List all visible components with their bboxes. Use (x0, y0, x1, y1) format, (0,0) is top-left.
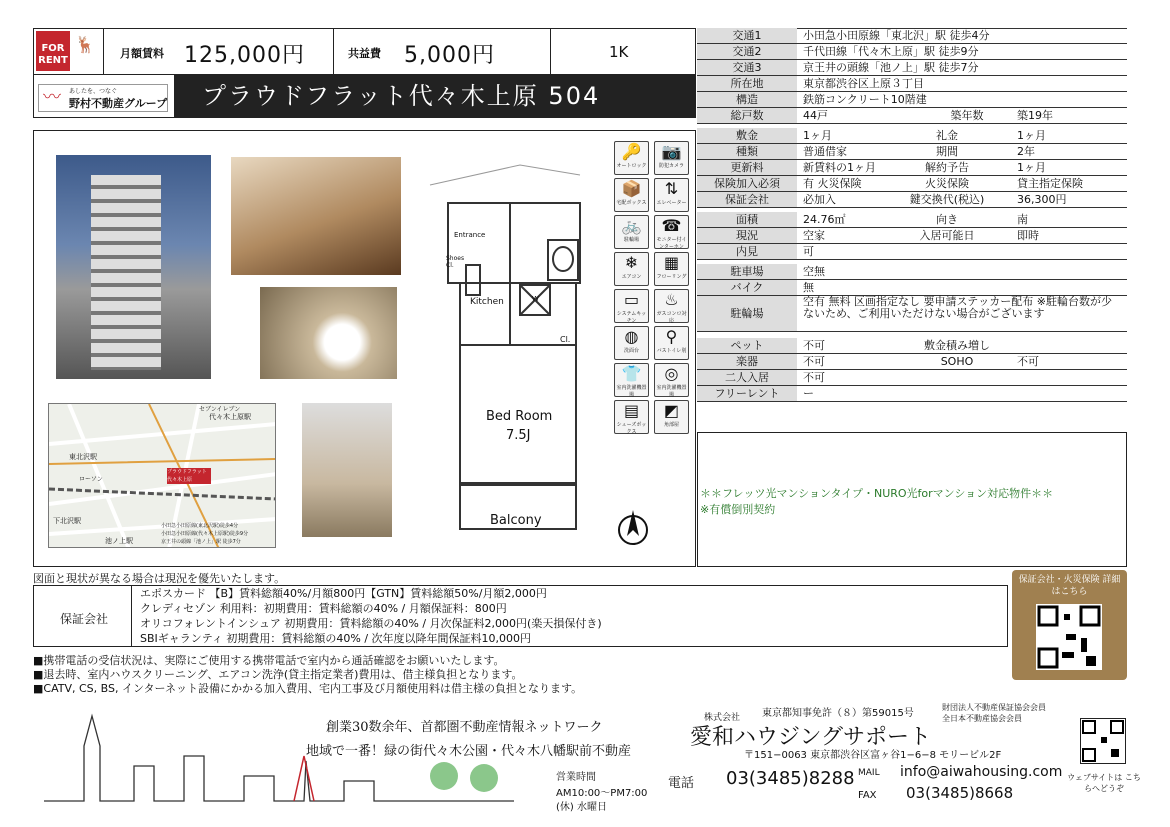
conditions-row-0 (697, 338, 1127, 354)
kitchen-photo (231, 157, 401, 275)
row-value-2: 36,300円 (1017, 193, 1067, 206)
row-label: 内見 (697, 244, 797, 259)
floorplan-bedroom-size: 7.5J (506, 428, 531, 443)
row-label: 保証会社 (697, 192, 797, 207)
bath-toilet-icon (654, 326, 689, 360)
floorplan-entrance: Entrance (454, 231, 486, 239)
row-value: 24.76㎡ (803, 213, 846, 226)
row-value-2: 2年 (1017, 145, 1035, 158)
row-value-2: 不可 (1017, 355, 1039, 368)
washer-space-icon-glyph: ◎ (664, 364, 679, 383)
layout-type: 1K (609, 43, 629, 61)
terms-row-2 (697, 160, 1127, 176)
bicycle-icon (614, 215, 649, 249)
kitchen-icon-glyph: ▭ (623, 290, 640, 309)
row-value: 京王井の頭線「池ノ上」駅 徒歩7分 (803, 61, 979, 74)
hours: AM10:00〜PM7:00 (556, 788, 648, 799)
facility-label: 駐輪場 (623, 237, 639, 243)
row-label: バイク (697, 280, 797, 295)
row-label: フリーレント (697, 386, 797, 401)
tel-number[interactable]: 03(3485)8288 (726, 768, 855, 789)
tel-label: 電話 (668, 776, 695, 791)
row-label: 楽器 (697, 354, 797, 369)
row-value: 千代田線「代々木上原」駅 徒歩9分 (803, 45, 979, 58)
row-label: 駐車場 (697, 264, 797, 279)
row-value: 不可 (803, 355, 825, 368)
guarantee-label: 保証会社 (60, 612, 109, 626)
row-label-2: 期間 (936, 145, 958, 158)
row-value-2: 1ヶ月 (1017, 161, 1046, 174)
guarantee-qr-title: 保証会社・火災保険 詳細はこちら (1018, 575, 1121, 597)
terms-row-1 (697, 144, 1127, 160)
facility-label: オートロック (616, 163, 647, 169)
license: 東京都知事免許（８）第59015号 (762, 708, 914, 719)
group-tagline: あしたを、つなぐ (69, 88, 118, 95)
row-label: 構造 (697, 92, 797, 107)
facility-label: 防犯カメラ (658, 163, 684, 169)
row-value: 不可 (803, 371, 825, 384)
row-value: 東京都渋谷区上原３丁目 (803, 77, 924, 90)
access-row-2 (697, 60, 1127, 76)
corner-room-icon-glyph: ◩ (663, 401, 680, 420)
fax-label: FAX (858, 790, 877, 801)
closed-day: (休) 水曜日 (556, 802, 607, 813)
remark-line-2: ※有償倒別契約 (700, 503, 776, 516)
footer (0, 696, 1170, 827)
row-value: 不可 (803, 339, 825, 352)
row-label-2: 向き (936, 213, 958, 226)
guarantee-line-4: SBIギャランティ 初期費用：賃料総額の40% / 次年度以降年間保証料10,000円 (140, 632, 532, 645)
camera-icon (654, 141, 689, 175)
association-2: 全日本不動産協会会員 (942, 714, 1022, 723)
toilet-photo (260, 287, 397, 379)
remarks-box (697, 432, 1127, 567)
row-label-2: 解約予告 (925, 161, 969, 174)
map-label-yoyogi: 代々木上原駅 (209, 413, 251, 421)
corner-room-icon (654, 400, 689, 434)
row-value: 新賃料の1ヶ月 (803, 161, 876, 174)
row-value-2: 南 (1017, 213, 1028, 226)
association-1: 財団法人不動産保証協会会員 (942, 703, 1046, 712)
row-value: 鉄筋コンクリート10階建 (803, 93, 927, 106)
group-name: 野村不動産グループ (69, 97, 168, 110)
row-label: 種類 (697, 144, 797, 159)
facility-icons (614, 141, 694, 441)
rent-value: 125,000円 (184, 43, 305, 68)
facility-label: エアコン (621, 274, 642, 280)
space-row-2 (697, 244, 1127, 260)
row-label: 駐輪場 (697, 296, 797, 331)
bath-photo (302, 403, 392, 537)
logo-icon: 🦌 (75, 35, 95, 54)
shoebox-icon (614, 400, 649, 434)
elevator-icon-glyph: ⇅ (664, 179, 679, 198)
gas-stove-icon-glyph: ♨ (664, 290, 679, 309)
laundry-icon-glyph: 👕 (621, 364, 642, 383)
header (33, 28, 696, 118)
space-row-1 (697, 228, 1127, 244)
facility-label: バストイレ別 (656, 348, 687, 354)
row-value-2: 1ヶ月 (1017, 129, 1046, 142)
space-row-0 (697, 212, 1127, 228)
conditions-row-3 (697, 386, 1127, 402)
conditions-row-2 (697, 370, 1127, 386)
facility-label: シューズボックス (616, 422, 647, 435)
row-label: 交通2 (697, 44, 797, 59)
row-value: 小田急小田原線「東北沢」駅 徒歩4分 (803, 29, 990, 42)
row-label-2: 敷金積み増し (924, 339, 990, 352)
fax-number: 03(3485)8668 (906, 784, 1014, 802)
access-row-1 (697, 44, 1127, 60)
facility-label: システムキッチン (616, 311, 647, 324)
main-panel (33, 130, 696, 567)
floorplan (420, 145, 612, 555)
row-value: 必加入 (803, 193, 836, 206)
row-value: 44戸 (803, 109, 828, 122)
note-3: ■CATV, CS, BS, インターネット設備にかかる加入費用、宅内工事及び月額使用料は借主様の負担となります。 (33, 682, 583, 695)
floorplan-shoes: Shoes Cl. (446, 255, 465, 269)
row-label: 交通3 (697, 60, 797, 75)
key-icon (614, 141, 649, 175)
row-label: 保険加入必須 (697, 176, 797, 191)
parking-row-0 (697, 264, 1127, 280)
for-rent-badge: FOR RENT (36, 31, 70, 71)
remark-line-1: ＊＊フレッツ光マンションタイプ・NURO光forマンション対応物件＊＊ (700, 487, 1054, 500)
row-label-2: 築年数 (950, 109, 984, 122)
floorplan-drawing-icon (420, 145, 612, 555)
row-label: 現況 (697, 228, 797, 243)
row-label-2: 鍵交換代(税込) (909, 193, 985, 206)
guarantee-qr-panel[interactable] (1012, 570, 1127, 680)
parking-row-2 (697, 296, 1127, 332)
floorplan-balcony: Balcony (490, 513, 542, 528)
row-value-2: 即時 (1017, 229, 1039, 242)
facility-label: ガスコンロ対応 (656, 311, 687, 324)
elevator-icon (654, 178, 689, 212)
mail-label: MAIL (858, 768, 880, 778)
row-label-2: 火災保険 (925, 177, 969, 190)
terms-row-3 (697, 176, 1127, 192)
floorplan-closet: Cl. (560, 335, 571, 344)
washstand-icon-glyph: ◍ (624, 327, 639, 346)
row-label-2: 礼金 (936, 129, 958, 142)
floorplan-kitchen: Kitchen (470, 297, 504, 307)
hours-title: 営業時間 (556, 772, 596, 783)
rent-label: 月額賃料 (120, 47, 164, 60)
row-value-2: 築19年 (1017, 109, 1053, 122)
row-value: 1ヶ月 (803, 129, 832, 142)
note-2: ■退去時、室内ハウスクリーニング、エアコン洗浄(貸主指定業者)費用は、借主様負担となります。 (33, 668, 523, 681)
laundry-icon (614, 363, 649, 397)
map-caption-2: 小田急小田原線(代々木上原駅)徒歩9分 (161, 531, 249, 537)
facility-label: モニター付インターホン (656, 237, 687, 250)
row-label: ペット (697, 338, 797, 353)
guarantee-box (33, 585, 1008, 647)
property-name: プラウドフラット代々木上原 504 (174, 75, 695, 117)
mailbox-icon-glyph: 📦 (621, 179, 642, 198)
guarantee-line-2: クレディセゾン 利用料：初期費用：賃料総額の40% / 月額保証料：800円 (140, 602, 507, 615)
parking-row-1 (697, 280, 1127, 296)
terms-row-4 (697, 192, 1127, 208)
map-caption-3: 京王井の頭線「池ノ上」駅 徒歩7分 (161, 539, 241, 545)
washstand-icon (614, 326, 649, 360)
access-row-4 (697, 92, 1127, 108)
intercom-icon-glyph: ☎ (661, 216, 682, 235)
access-row-0 (697, 28, 1127, 44)
row-value: ー (803, 387, 814, 400)
row-value: 空家 (803, 229, 825, 242)
qr-code-icon (1036, 604, 1102, 670)
floorplan-wd: W (532, 295, 539, 303)
slogan-2: 地域で一番！緑の街代々木公園・代々木八幡駅前不動産 (306, 744, 632, 759)
map-label-shimo: 下北沢駅 (53, 517, 81, 525)
aircon-icon (614, 252, 649, 286)
facility-label: 洗面台 (623, 348, 639, 354)
map-label-lawson: ローソン (79, 476, 103, 483)
facility-label: 宅配ボックス (616, 200, 647, 206)
row-label: 所在地 (697, 76, 797, 91)
floorplan-bedroom: Bed Room (486, 409, 553, 424)
row-value: 空無 (803, 265, 825, 278)
area-map (48, 403, 276, 548)
map-label-ikenoue: 池ノ上駅 (105, 537, 133, 545)
row-label-2: 入居可能日 (919, 229, 975, 242)
row-value: 可 (803, 245, 814, 258)
row-value-2: 貸主指定保険 (1017, 177, 1083, 190)
row-label: 総戸数 (697, 108, 797, 123)
company-prefix: 株式会社 (704, 713, 741, 723)
flooring-icon-glyph: ▦ (663, 253, 680, 272)
website-caption: ウェブサイトは こちらへどうぞ (1067, 773, 1141, 793)
facility-label: 室内洗濯機置場 (656, 385, 687, 398)
company-name: 愛和ハウジングサポート (690, 725, 932, 750)
bath-toilet-icon-glyph: ⚲ (665, 327, 678, 346)
map-property-marker: プラウドフラット代々木上原 (167, 469, 207, 483)
facility-label: フローリング (656, 274, 687, 280)
fee-label: 共益費 (348, 47, 381, 60)
fee-value: 5,000円 (404, 43, 495, 68)
facility-label: エレベーター (656, 200, 687, 206)
conditions-row-1 (697, 354, 1127, 370)
flooring-icon (654, 252, 689, 286)
note-1: ■携帯電話の受信状況は、実際にご使用する携帯電話で室内から通話確認をお願いいたします。 (33, 654, 505, 667)
access-row-3 (697, 76, 1127, 92)
camera-icon-glyph: 📷 (661, 142, 682, 161)
guarantee-line-3: オリコフォレントインシュア 初期費用：賃料総額の40% / 月次保証料2,000円(楽天損保付き) (140, 617, 602, 630)
company-address: 〒151−0063 東京都渋谷区富ヶ谷1−6−8 モリービル2F (744, 750, 1002, 761)
gas-stove-icon (654, 289, 689, 323)
row-value: 有 火災保険 (803, 177, 862, 190)
notice-current: 図面と現状が異なる場合は現況を優先いたします。 (33, 572, 286, 585)
row-label: 二人入居 (697, 370, 797, 385)
row-label: 面積 (697, 212, 797, 227)
terms-row-0 (697, 128, 1127, 144)
map-label-higashi: 東北沢駅 (69, 453, 97, 461)
row-label: 交通1 (697, 28, 797, 43)
row-label: 敷金 (697, 128, 797, 143)
website-qr-icon[interactable] (1080, 718, 1126, 764)
facility-label: 角部屋 (663, 422, 679, 428)
aircon-icon-glyph: ❄ (624, 253, 639, 272)
kitchen-icon (614, 289, 649, 323)
group-logo (38, 84, 168, 112)
slogan-1: 創業30数余年、首都圏不動産情報ネットワーク (326, 720, 603, 735)
key-icon-glyph: 🔑 (621, 142, 642, 161)
nomura-logo-icon: 〰 (43, 87, 61, 108)
mail-address[interactable]: info@aiwahousing.com (900, 764, 1063, 780)
intercom-icon (654, 215, 689, 249)
row-value: 空有 無料 区画指定なし 要申請ステッカー配布 ※駐輪台数が少ないため、ご利用いただけない場合がございます (803, 295, 1112, 320)
row-value: 無 (803, 281, 814, 294)
row-label-2: SOHO (940, 355, 974, 368)
row-label: 更新料 (697, 160, 797, 175)
compass-icon (617, 506, 649, 546)
map-label-seven: セブンイレブン (199, 406, 241, 413)
guarantee-line-1: エポスカード 【B】賃料総額40%/月額800円【GTN】賃料総額50%/月額2,000円 (140, 587, 547, 600)
mailbox-icon (614, 178, 649, 212)
facility-label: 室内洗濯機置場 (616, 385, 647, 398)
units-row (697, 108, 1127, 124)
bicycle-icon-glyph: 🚲 (621, 216, 642, 235)
shoebox-icon-glyph: ▤ (623, 401, 640, 420)
building-photo (56, 155, 211, 379)
washer-space-icon (654, 363, 689, 397)
row-value: 普通借家 (803, 145, 847, 158)
map-caption-1: 小田急小田原線(東北沢駅)徒歩4分 (161, 523, 239, 529)
